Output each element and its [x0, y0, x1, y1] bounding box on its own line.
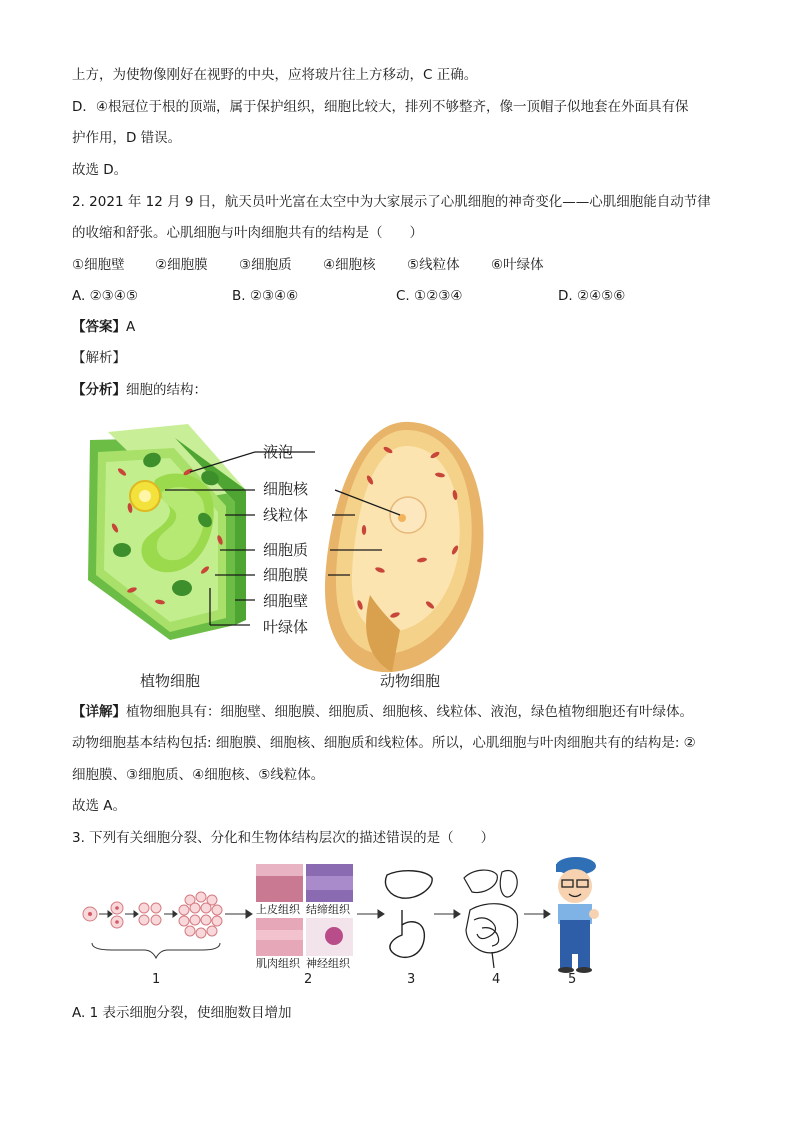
item: ①细胞壁	[72, 257, 125, 273]
detail-text: 植物细胞具有：细胞壁、细胞膜、细胞质、细胞核、线粒体、液泡，绿色植物细胞还有叶绿体。	[126, 704, 693, 720]
fenxi-text: 细胞的结构：	[126, 382, 207, 398]
cell-division	[83, 892, 222, 938]
item: ④细胞核	[323, 257, 376, 273]
plant-cell-caption: 植物细胞	[140, 672, 201, 690]
label-membrane: 细胞膜	[263, 566, 309, 584]
stage-number: 1	[152, 972, 161, 987]
stage-number: 2	[304, 972, 313, 987]
conclusion: 故选 A。	[72, 798, 127, 814]
label-chloroplast: 叶绿体	[263, 618, 309, 636]
tissue-epithelial: 上皮组织	[256, 903, 300, 916]
animal-cell	[325, 422, 483, 672]
text-line: 护作用，D 错误。	[72, 130, 182, 146]
detail-line	[72, 703, 693, 721]
item: ③细胞质	[239, 257, 292, 273]
label-mitochondria: 线粒体	[263, 506, 309, 524]
label-nucleus: 细胞核	[263, 480, 309, 498]
detail-line: 细胞膜、③细胞质、④细胞核、⑤线粒体。	[72, 767, 325, 783]
cell-structure-figure	[70, 410, 510, 695]
item: ⑤线粒体	[407, 257, 460, 273]
item: ②细胞膜	[155, 257, 208, 273]
question-3-stem: 3. 下列有关细胞分裂、分化和生物体结构层次的描述错误的是（ ）	[72, 830, 495, 846]
stage-number: 3	[407, 972, 416, 987]
text-line: D．④根冠位于根的顶端，属于保护组织，细胞比较大，排列不够整齐，像一顶帽子似地套在外面具有保	[72, 99, 689, 115]
question-2-stem: 的收缩和舒张。心肌细胞与叶肉细胞共有的结构是（ ）	[72, 225, 423, 241]
label-cell-wall: 细胞壁	[263, 592, 309, 610]
answer-value: A	[126, 319, 136, 335]
detail-line: 动物细胞基本结构包括: 细胞膜、细胞核、细胞质和线粒体。所以，心肌细胞与叶肉细胞共有的结构是: ②	[72, 735, 696, 751]
stage-number: 5	[568, 972, 577, 987]
option-b: B. ②③④⑥	[232, 288, 299, 304]
detail-tag: 【详解】	[72, 704, 126, 720]
structure-levels-figure	[72, 850, 612, 990]
option-a: A. ②③④⑤	[72, 288, 138, 304]
tissue-connective: 结缔组织	[306, 903, 350, 916]
label-cytoplasm: 细胞质	[263, 541, 309, 559]
question-3-option-a: A. 1 表示细胞分裂，使细胞数目增加	[72, 1005, 292, 1021]
item: ⑥叶绿体	[491, 257, 544, 273]
plant-cell	[88, 424, 246, 640]
option-d: D. ②④⑤⑥	[558, 288, 626, 304]
answer-tag: 【答案】	[72, 319, 126, 335]
fenxi-line	[72, 381, 207, 399]
stage-number: 4	[492, 972, 501, 987]
answer-line	[72, 318, 135, 336]
text-line: 故选 D。	[72, 162, 128, 178]
fenxi-tag: 【分析】	[72, 382, 126, 398]
text-line: 上方，为使物像刚好在视野的中央，应将玻片往上方移动，C 正确。	[72, 67, 478, 83]
animal-cell-caption: 动物细胞	[380, 672, 441, 690]
option-c: C. ①②③④	[396, 288, 463, 304]
label-vacuole: 液泡	[263, 443, 294, 461]
analysis-tag: 【解析】	[72, 350, 126, 366]
question-2-stem: 2. 2021 年 12 月 9 日，航天员叶光富在太空中为大家展示了心肌细胞的神奇变化——心肌细胞能自动节律	[72, 194, 711, 210]
person-figure	[556, 857, 599, 973]
tissue-nerve: 神经组织	[306, 957, 350, 970]
tissue-muscle: 肌肉组织	[256, 957, 300, 970]
